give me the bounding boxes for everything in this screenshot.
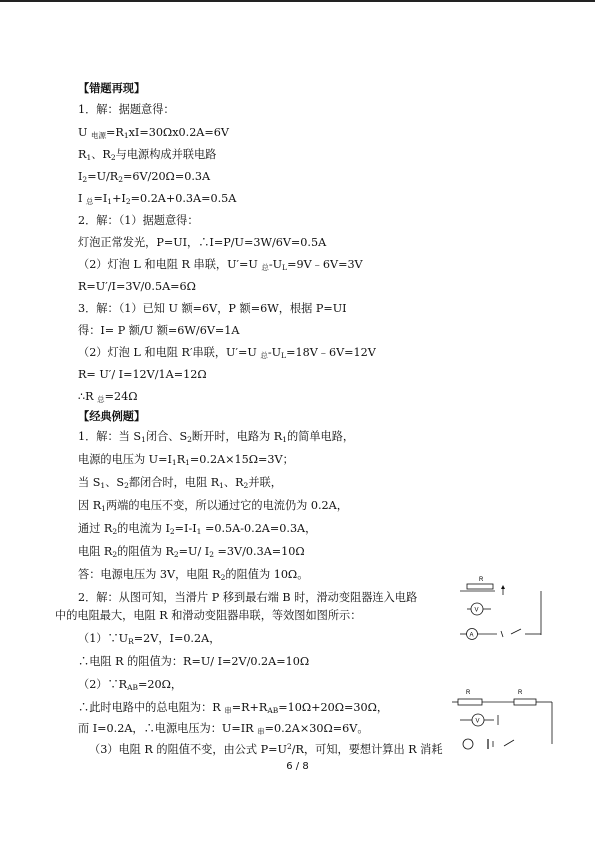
e2-line2: 中的电阻最大，电阻 R 和滑动变阻器串联，等效图如图所示：	[55, 609, 362, 622]
s3-line5: ∴R $_总$=24Ω	[78, 390, 138, 404]
e2-line4: ∴电阻 R 的阻值为：R=U/ I=2V/0.2A=10Ω	[78, 655, 310, 668]
e2-line5: $(2)\because R_{AB}=20\Omega$，	[78, 678, 183, 692]
fig2-r-label: R	[466, 690, 471, 696]
e1-line5: 通过 $R_2$的电流为 $I_2=I-I_1 =0.5A-0.2A=0.3A$，	[78, 522, 317, 536]
e2-line1: 2．解：从图可知，当滑片 P 移到最右端 B 时，滑动变阻器连入电路	[78, 591, 418, 604]
s1-line2: U $_{电源}=R_1xI=30\Omega x0.2A=6V$	[78, 126, 229, 140]
e1-line3: 当 $S_1$、$S_2$都闭合时，电阻 $R_1$、$R_2$并联，	[78, 476, 282, 490]
fig2-rab-label: R	[518, 690, 523, 696]
top-rule	[0, 0, 595, 2]
e2-line7: 而 I=0.2A，∴电源电压为：U=IR $_串$=0.2A×30Ω=6V。	[78, 722, 369, 736]
s3-line1: 3．解：（1）已知 U 额=6V，P 额=6W，根据 P=UI	[78, 302, 347, 315]
s2-line3: （2）灯泡 L 和电阻 R 串联，U′=U $_总-U_L=9V﹣6V=3V$	[78, 258, 363, 272]
fig2-resistor	[458, 699, 482, 705]
e1-line2: 电源的电压为 $U=I_1R_1=0.2A\times 15\Omega=3V$；	[78, 453, 294, 467]
s1-line5: I $_总=I_1+I_2=0.2A+0.3A=0.5A$	[78, 192, 237, 206]
e2-line6: ∴此时电路中的总电阻为：R $_串=R+R_{AB}=10\Omega+20\Omega=30\Omega$，	[78, 701, 389, 715]
e2-line3: $(1)\because U_R=2V$，I=0.2A，	[78, 632, 221, 646]
s3-line3: （2）灯泡 L 和电阻 R′串联，U′=U $_总-U_L=18V﹣6V=12V$	[78, 346, 376, 360]
e1-line1: 1．解：当 $S_1$闭合、$S_2$断开时，电路为 $R_1$的简单电路，	[78, 430, 355, 444]
fig1-r-label: R	[479, 577, 484, 583]
section-title-examples: 【经典例题】	[78, 409, 146, 423]
e1-line4: 因 $R_1$两端的电压不变，所以通过它的电流仍为 0.2A，	[78, 499, 348, 513]
s1-line3: $R_1$、$R_2$与电源构成并联电路	[78, 148, 217, 162]
s3-line2: 得：I= P 额/U 额=6W/6V=1A	[78, 324, 240, 337]
s1-line1: 1．解：据题意得：	[78, 103, 175, 116]
circuit-figure-2	[448, 688, 558, 754]
svg-text:V: V	[474, 607, 479, 614]
e1-line6: 电阻 $R_2$的阻值为 $R_2=U/$ $I_2 =3V/0.3A=10\Omega$	[78, 545, 305, 559]
s2-line4: R=U′/I=3V/0.5A=6Ω	[78, 280, 196, 293]
e2-line8: （3）电阻 R 的阻值不变，由公式 $P=U^2/R$，可知，要想计算出 R 消耗	[89, 742, 443, 756]
fig1-resistor	[467, 584, 493, 589]
page-number: 6 / 8	[286, 761, 309, 772]
s3-line4: R= U′/ I=12V/1A=12Ω	[78, 368, 207, 381]
svg-text:V: V	[475, 718, 480, 725]
fig2-rheostat	[514, 699, 536, 705]
circuit-figure-1	[455, 575, 555, 645]
svg-text:A: A	[469, 632, 474, 639]
s1-line4: $I_2=U/R_2=6V/20\Omega=0.3A$	[78, 170, 211, 184]
fig2-ammeter	[463, 739, 473, 749]
section-title-errors: 【错题再现】	[78, 81, 146, 95]
s2-line1: 2．解：（1）据题意得：	[78, 214, 199, 227]
e1-line7: 答：电源电压为 3V，电阻 $R_2$的阻值为 10Ω。	[78, 568, 309, 582]
s2-line2: 灯泡正常发光，P=UI，∴I=P/U=3W/6V=0.5A	[78, 236, 327, 249]
